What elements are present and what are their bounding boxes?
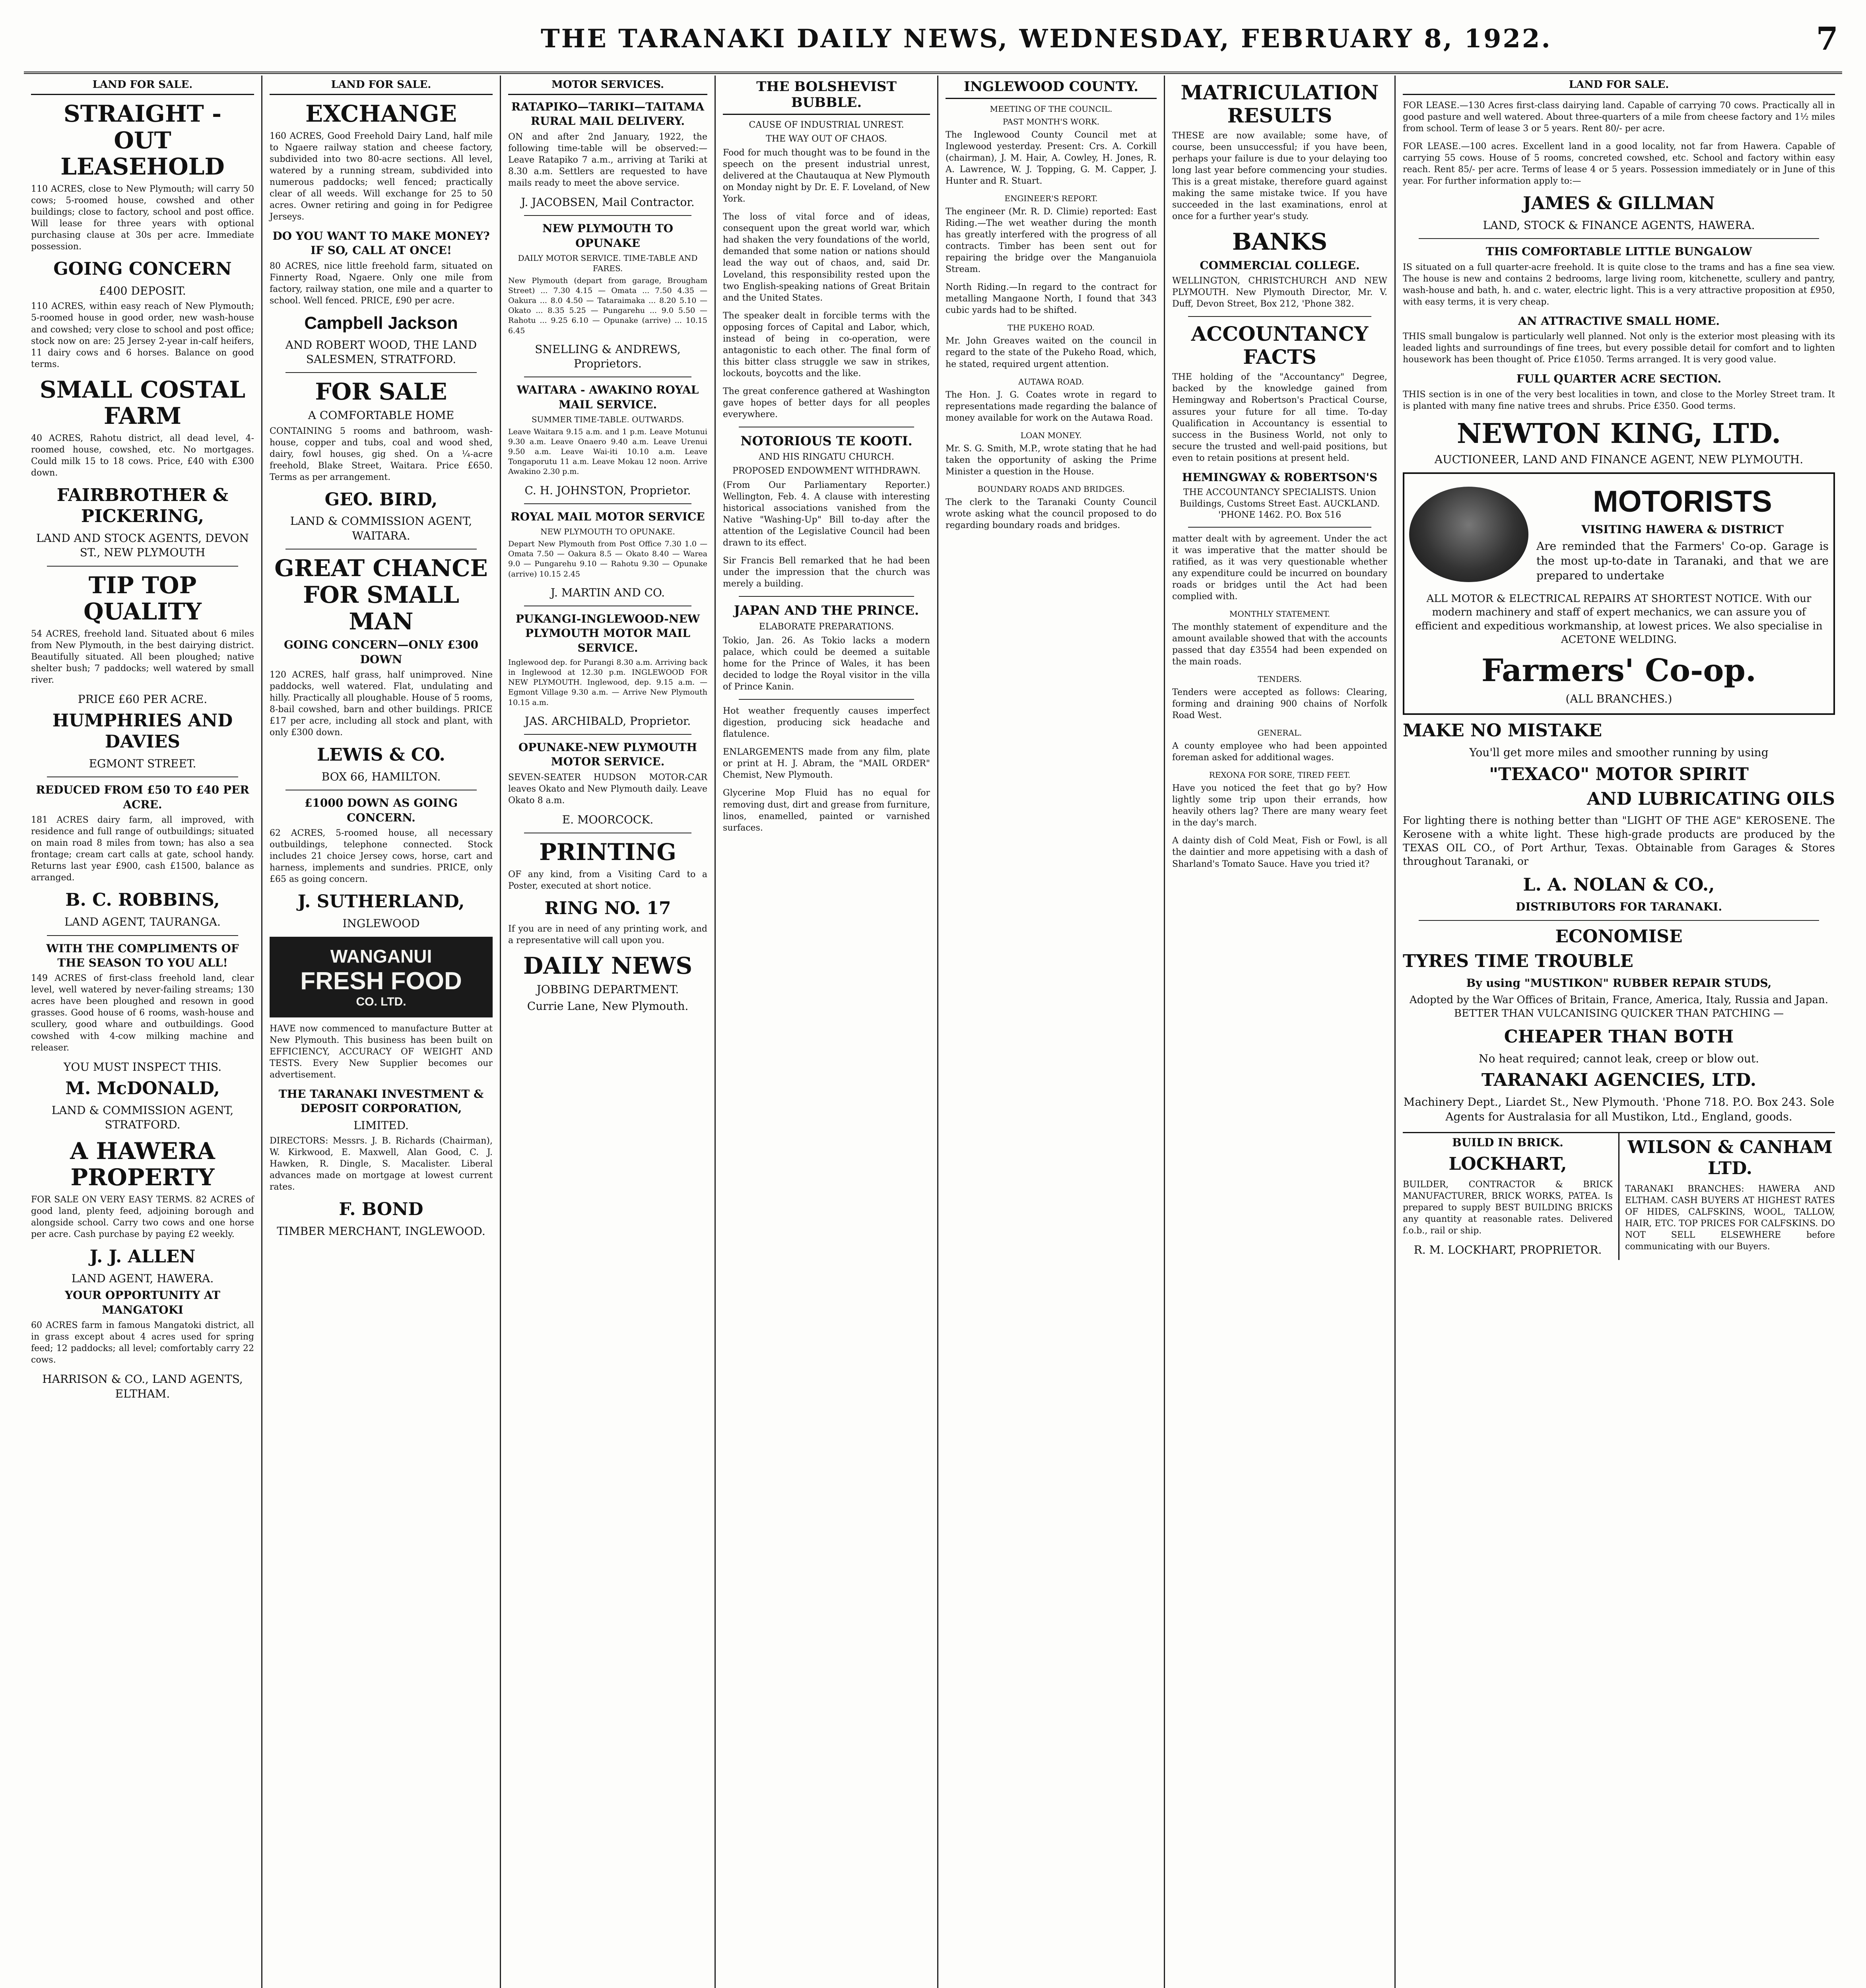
ad-body: You'll get more miles and smoother running by using [1469, 746, 1769, 759]
ad-heading: REDUCED FROM £50 TO £40 PER ACRE. [36, 783, 249, 811]
ad-body: 120 ACRES, half grass, half unimproved. Nine paddocks, well watered. Flat, undulating and hilly. Practically all ploughable. House of 5 rooms, 8-bail cowshed, barn and other buildings. PRICE £17 per acre, including all stock and plant, with only £300 down. [270, 670, 493, 738]
ad-subheading: COMMERCIAL COLLEGE. [1200, 258, 1360, 272]
agent-name: LOCKHART, [1449, 1154, 1567, 1175]
agent-name: M. McDONALD, [65, 1078, 220, 1099]
agent-name: HUMPHRIES AND DAVIES [52, 711, 233, 752]
ad-body: 110 ACRES, within easy reach of New Plymouth; 5-roomed house in good order, new wash-house and cowshed; very close to school and post office; stock now on are: 25 Jersey 2-year in-calf heifers, 11 dairy cows and 6 horses. Balance on good terms. [31, 301, 254, 369]
ad-heading: ROYAL MAIL MOTOR SERVICE [511, 510, 705, 523]
ad-body: HAVE now commenced to manufacture Butter at New Plymouth. This business has been built on EFFICIENCY, ACCURACY OF WEIGHT AND TESTS. Every New Supplier becomes our advertisement. [270, 1023, 493, 1080]
ad-body: 54 ACRES, freehold land. Situated about 6 miles from New Plymouth, in the best dairying district. Beautifully situated. All been ploughed; native shelter bush; 7 paddocks; well watered by small river. [31, 629, 254, 685]
divider [524, 503, 691, 504]
agent-name: L. A. NOLAN & CO., [1523, 875, 1715, 895]
divider [524, 215, 691, 216]
article-paragraph: Glycerine Mop Fluid has no equal for removing dust, dirt and grease from furniture, linos, enamelled, painted or varnished surfaces. [723, 788, 930, 833]
article-paragraph: matter dealt with by agreement. Under the act it was imperative that the matter should be ratified, as it was very questionable whether any expenditure could be incurred on boundary roads or bridges until the Act had been complied with. [1172, 534, 1387, 602]
article-paragraph: Mr. S. G. Smith, M.P., wrote stating that he had taken the opportunity of asking the Prime Minister a question in the House. [946, 443, 1157, 477]
agent-address: LAND & COMMISSION AGENT, STRATFORD. [51, 1103, 234, 1132]
ad-body: 160 ACRES, Good Freehold Dairy Land, half mile to Ngaere railway station and cheese factory, subdivided into two 80-acre sections. All level, watered by a running stream, subdivided into numerous paddocks; well fenced; practically clear of all weeds. Will exchange for 25 to 50 acres. Owner retiring and going in for Pedigree Jerseys. [270, 131, 493, 222]
brand-name: Farmers' Co-op. [1481, 652, 1757, 689]
ad-body: THESE are now available; some have, of course, been unsuccessful; if you have been, perhaps your failure is due to your delaying too long last year before commencing your studies. This is a great mistake, therefore guard against making the same mistake twice. If you have succeeded in the last examinations, enrol at once for a further year's study. [1172, 131, 1387, 222]
agent-name: NEWTON KING, LTD. [1456, 417, 1781, 450]
agent-name: JAMES & GILLMAN [1523, 193, 1715, 214]
signature: E. MOORCOCK. [562, 813, 654, 826]
section-heading: MOTOR SERVICES. [508, 76, 707, 95]
ad-body: BUILDER, CONTRACTOR & BRICK MANUFACTURER, BRICK WORKS, PATEA. Is prepared to supply BEST BUILDING BRICKS any quantity at reasonable rates. Delivered f.o.b., rail or ship. [1403, 1180, 1613, 1236]
agent-address: LAND AND STOCK AGENTS, DEVON ST., NEW PLYMOUTH [36, 531, 249, 559]
ad-subheading: £400 DEPOSIT. [99, 284, 186, 298]
agent-address: AUCTIONEER, LAND AND FINANCE AGENT, NEW PLYMOUTH. [1434, 453, 1804, 466]
article-subhead: THE WAY OUT OF CHAOS. [766, 134, 887, 144]
column-news-bolshevist [716, 76, 938, 1988]
article-paragraph: A county employee who had been appointed foreman asked for additional wages. [1172, 741, 1387, 763]
ad-heading: BUILD IN BRICK. [1452, 1136, 1563, 1149]
ad-body: THIS small bungalow is particularly well planned. Not only is the exterior most pleasing with its leaded lights and surroundings of fine trees, but every possible detail for comfort and to lighten housework has been thought of. Price £1050. Terms arranged. It is very good value. [1403, 332, 1835, 365]
ad-body: For lighting there is nothing better than "LIGHT OF THE AGE" KEROSENE. The Kerosene with a white light. These high-grade products are produced by the TEXAS OIL CO., of Port Arthur, Texas. Obtainable from Garages & Stores throughout Taranaki, or [1403, 815, 1835, 868]
signature: SNELLING & ANDREWS, Proprietors. [535, 342, 681, 370]
article-subhead: AUTAWA ROAD. [1018, 377, 1084, 386]
article-subhead: MONTHLY STATEMENT. [1229, 609, 1330, 619]
logo-line: WANGANUI [330, 945, 432, 967]
ad-body: ALL MOTOR & ELECTRICAL REPAIRS AT SHORTEST NOTICE. With our modern machinery and staff of expert mechanics, we can assure you of efficient and expeditious workmanship, at lowest prices. We also specialise in ACETONE WELDING. [1415, 593, 1823, 646]
ad-heading: NEW PLYMOUTH TO OPUNAKE [542, 222, 674, 250]
masthead-title: THE TARANAKI DAILY NEWS, WEDNESDAY, FEBRUARY 8, 1922. [541, 24, 1552, 54]
divider [47, 935, 238, 936]
section-heading: LAND FOR SALE. [31, 76, 254, 95]
signature: J. JACOBSEN, Mail Contractor. [521, 195, 695, 209]
divider [1188, 527, 1371, 528]
article-paragraph: The clerk to the Taranaki County Council wrote asking what the council proposed to do regarding boundary roads and bridges. [946, 497, 1157, 530]
article-subhead: THE PUKEHO ROAD. [1007, 323, 1095, 333]
agent-address: TIMBER MERCHANT, INGLEWOOD. [277, 1224, 485, 1238]
ad-heading: A HAWERA PROPERTY [70, 1137, 215, 1191]
ad-heading: TYRES TIME TROUBLE [1403, 951, 1633, 972]
article-subhead: AND HIS RINGATU CHURCH. [759, 452, 894, 462]
ad-body: DIRECTORS: Messrs. J. B. Richards (Chairman), W. Kirkwood, E. Maxwell, Alan Good, C. J. Hawken, R. Dingle, S. Macalister. Liberal advances made on mortgage at lowest current rates. [270, 1136, 493, 1192]
divider [1188, 316, 1371, 317]
ad-heading: CHEAPER THAN BOTH [1504, 1027, 1734, 1047]
agent-address: BOX 66, HAMILTON. [321, 770, 441, 784]
agent-name: FAIRBROTHER & PICKERING, [56, 485, 229, 526]
article-paragraph: Tokio, Jan. 26. As Tokio lacks a modern palace, which could be deemed a suitable home for the Prince of Wales, it has been decided to lodge the Royal visitor in the villa of Prince Kanin. [723, 636, 930, 692]
agent-name: J. J. ALLEN [89, 1246, 196, 1267]
ad-body: FOR LEASE.—100 acres. Excellent land in a good locality, not far from Hawera. Capable of carrying 55 cows. House of 5 rooms, concreted cowshed, etc. School and factory within easy reach. Rent 85/- per acre. Terms of lease 4 or 5 years. Possession immediately or in June of this year. For further information apply to:— [1403, 142, 1835, 186]
article-paragraph: Tenders were accepted as follows: Clearing, forming and draining 900 chains of Norfolk Road West. [1172, 687, 1387, 721]
divider [739, 699, 914, 700]
column-land-for-sale-2 [262, 76, 501, 1988]
section-heading: LAND FOR SALE. [270, 76, 493, 95]
article-paragraph: (From Our Parliamentary Reporter.) Wellington, Feb. 4. A clause with interesting historical associations vanished from the Native "Washing-Up" Bill to-day after the attention of the Legislative Council had been drawn to its effect. [723, 480, 930, 548]
ad-heading: SMALL COSTAL FARM [39, 376, 246, 430]
ad-subheading: A COMFORTABLE HOME [308, 409, 454, 422]
article-subhead: ELABORATE PREPARATIONS. [759, 621, 894, 632]
ad-heading: ECONOMISE [1555, 926, 1683, 947]
column-motor-services [501, 76, 716, 1988]
ad-body: THE holding of the "Accountancy" Degree, backed by the knowledge gained from Hemingway and Robertson's Practical Course, assures your future for all time. To-day Qualification in Accountancy is essential to success in the Business World, not only to secure the trusted and well-paid positions, but even to retain positions at present held. [1172, 372, 1387, 463]
agent-name: GEO. BIRD, [324, 489, 438, 510]
ad-subheading: SUMMER TIME-TABLE. OUTWARDS. [531, 415, 684, 425]
article-subhead: CAUSE OF INDUSTRIAL UNREST. [749, 120, 904, 130]
ad-body: 80 ACRES, nice little freehold farm, situated on Finnerty Road, Ngaere. Only one mile from factory, railway station, one mile and a quarter to school. Well fenced. PRICE, £90 per acre. [270, 261, 493, 306]
article-paragraph: Food for much thought was to be found in the speech on the present industrial unrest, delivered at the Chautauqua at New Plymouth on Monday night by Dr. E. F. Loveland, of New York. [723, 148, 930, 204]
ad-heading: PRINTING [539, 839, 676, 866]
lockhart-ad [1403, 1133, 1619, 1260]
ad-heading: WITH THE COMPLIMENTS OF THE SEASON TO YOU ALL! [46, 942, 239, 969]
ad-body: No heat required; cannot leak, creep or blow out. [1478, 1052, 1759, 1066]
ad-body: THIS section is in one of the very best localities in town, and close to the Morley Street tram. It is planted with many fine native trees and shrubs. Price £350. Good terms. [1403, 389, 1835, 411]
timetable: Depart New Plymouth from Post Office 7.30 1.0 — Omata 7.50 — Oakura 8.5 — Okato 8.40 — Warea 9.0 — Pungarehu 9.10 — Rahotu 9.30 — Opunake (arrive) 10.15 2.45 [508, 540, 707, 579]
ad-heading: GREAT CHANCE FOR SMALL MAN [274, 555, 488, 635]
agent-address: EGMONT STREET. [89, 757, 196, 771]
ad-body: ON and after 2nd January, 1922, the following time-table will be observed:— Leave Ratapiko 7 a.m., arriving at Tariki at 8.30 a.m. Settlers are requested to have mails ready to meet the above service. [508, 132, 707, 188]
agent-address: Currie Lane, New Plymouth. [527, 999, 689, 1013]
timetable: Leave Waitara 9.15 a.m. and 1 p.m. Leave Motunui 9.30 a.m. Leave Onaero 9.40 a.m. Leave Urenui 9.50 a.m. Leave Wai-iti 10.10 a.m. Leave Tongaporutu 11 a.m. Leave Mokau 12 noon. Arrive Awakino 2.30 p.m. [508, 427, 707, 476]
signature: JAS. ARCHIBALD, Proprietor. [524, 714, 691, 728]
ad-body: FOR SALE ON VERY EASY TERMS. 82 ACRES of good land, plenty feed, adjoining borough and alongside school. Carry two cows and one horse per acre. Cash purchase by paying £2 weekly. [31, 1194, 254, 1239]
ad-subheading: DAILY MOTOR SERVICE. TIME-TABLE AND FARES. [518, 253, 698, 274]
ad-body: 110 ACRES, close to New Plymouth; will carry 50 cows; 5-roomed house, cowshed and other buildings; close to factory, school and post office. Will lease for three years with optional purchasing clause at 30s per acre. Immediate possession. [31, 184, 254, 252]
agent-address: LAND AGENT, TAURANGA. [64, 915, 221, 929]
article-paragraph: Hot weather frequently causes imperfect digestion, producing sick headache and flatulence. [723, 706, 930, 740]
ad-body: TARANAKI BRANCHES: HAWERA AND ELTHAM. CASH BUYERS AT HIGHEST RATES OF HIDES, CALFSKINS, WOOL, TALLOW, HAIR, ETC. TOP PRICES FOR CALFSKINS. DO NOT SELL ELSEWHERE before communicating with our Buyers. [1625, 1184, 1835, 1252]
ad-heading: RATAPIKO—TARIKI—TAITAMA RURAL MAIL DELIVERY. [511, 100, 705, 128]
ad-heading: £1000 DOWN AS GOING CONCERN. [304, 796, 458, 824]
article-subhead: REXONA FOR SORE, TIRED FEET. [1209, 770, 1351, 780]
agent-name: TARANAKI AGENCIES, LTD. [1481, 1070, 1757, 1091]
article-subhead: PROPOSED ENDOWMENT WITHDRAWN. [732, 466, 920, 476]
ad-body: 40 ACRES, Rahotu district, all dead level, 4-roomed house, cowshed, etc. No mortgages. Could milk 15 to 18 cows. Price, £40 with £300 down. [31, 433, 254, 478]
divider [47, 566, 238, 567]
article-paragraph: A dainty dish of Cold Meat, Fish or Fowl, is all the daintier and more appetising with a dash of Sharland's Tomato Sauce. Have you tried it? [1172, 836, 1387, 869]
ad-heading: FULL QUARTER ACRE SECTION. [1516, 372, 1722, 386]
ad-body: Adopted by the War Offices of Britain, France, America, Italy, Russia and Japan. BETTER THAN VULCANISING QUICKER THAN PATCHING — [1409, 994, 1829, 1019]
page-number: 7 [1816, 20, 1838, 57]
ad-body: 60 ACRES farm in famous Mangatoki district, all in grass except about 4 acres used for spring feed; 12 paddocks; all level; comfortably carry 22 cows. [31, 1320, 254, 1365]
section-heading: LAND FOR SALE. [1403, 76, 1835, 95]
divider [285, 372, 477, 373]
ad-subheading: NEW PLYMOUTH TO OPUNAKE. [540, 527, 675, 537]
ad-body: Are reminded that the Farmers' Co-op. Garage is the most up-to-date in Taranaki, and that we are prepared to undertake [1536, 540, 1829, 582]
timetable: New Plymouth (depart from garage, Brougham Street) ... 7.30 4.15 — Omata ... 7.50 4.35 — Oakura ... 8.0 4.50 — Tataraimaka ... 8.20 5.10 — Okato ... 8.35 5.25 — Pungarehu ... 9.0 5.50 — Rahotu ... 9.25 6.10 — Opunake (arrive) ... 10.15 6.45 [508, 276, 707, 335]
agent-name: F. BOND [339, 1199, 423, 1220]
agent-name: WILSON & CANHAM LTD. [1627, 1137, 1833, 1178]
ad-body: 149 ACRES of first-class freehold land, clear level, well watered by never-failing streams; 130 acres have been ploughed and resown in good grasses. Good house of 6 rooms, wash-house and scullery, good whare and outbuildings. Good cowshed with 4-cow milking machine and releaser. [31, 973, 254, 1053]
article-paragraph: The Inglewood County Council met at Inglewood yesterday. Present: Crs. A. Corkill (chairman), J. M. Hair, A. Cowley, H. Jones, R. A. Lawrence, W. J. Topping, G. M. Capper, J. Hunter and R. Stuart. [946, 130, 1157, 186]
ad-body: IS situated on a full quarter-acre freehold. It is quite close to the trams and has a fine sea view. The house is new and contains 2 bedrooms, large living room, kitchenette, scullery and pantry, wash-house and bath, h. and c. water, electric light. This is a very attractive proposition at £950, with easy terms, it is very cheap. [1403, 262, 1835, 307]
timetable: Inglewood dep. for Purangi 8.30 a.m. Arriving back in Inglewood at 12.30 p.m. INGLEWOOD FOR NEW PLYMOUTH. Inglewood, dep. 9.15 a.m. — Egmont Village 9.30 a.m. — Arrive New Plymouth 10.15 a.m. [508, 658, 707, 707]
ad-body: WELLINGTON, CHRISTCHURCH AND NEW PLYMOUTH. New Plymouth Director, Mr. V. Duff, Devon Street, Box 212, 'Phone 382. [1172, 276, 1387, 309]
ad-subheading: By using "MUSTIKON" RUBBER REPAIR STUDS, [1466, 977, 1772, 990]
ad-body: 181 ACRES dairy farm, all improved, with residence and full range of outbuildings; situated on main road 8 miles from town; has also a sea frontage; cream cart calls at gate, school handy. Returns last year £900, cash £1500, balance as arranged. [31, 815, 254, 883]
column-news-inglewood [938, 76, 1165, 1988]
agent-name: J. SUTHERLAND, [297, 891, 465, 912]
agent-name: Campbell Jackson [304, 313, 458, 333]
article-subhead: MEETING OF THE COUNCIL. [990, 104, 1113, 114]
agent-name: LEWIS & CO. [317, 745, 445, 765]
ad-heading: GOING CONCERN [53, 259, 232, 280]
agent-address: THE ACCOUNTANCY SPECIALISTS. Union Buildings, Customs Street East. AUCKLAND. 'PHONE 1462. P.O. Box 516 [1179, 487, 1380, 520]
article-subhead: PAST MONTH'S WORK. [1002, 117, 1100, 126]
agent-name: B. C. ROBBINS, [65, 890, 220, 911]
article-headline: JAPAN AND THE PRINCE. [734, 602, 919, 618]
ad-body: If you are in need of any printing work, and a representative will call upon you. [508, 924, 707, 945]
ad-subheading: VISITING HAWERA & DISTRICT [1581, 522, 1784, 536]
mechanic-illustration-icon [1409, 487, 1528, 582]
article-headline: THE BOLSHEVIST BUBBLE. [723, 76, 930, 115]
signature: C. H. JOHNSTON, Proprietor. [524, 483, 691, 497]
product-name: "TEXACO" MOTOR SPIRIT [1489, 764, 1749, 784]
bottom-ads [1403, 1132, 1835, 1260]
ad-body: FOR LEASE.—130 Acres first-class dairying land. Capable of carrying 70 cows. Practically all in good pasture and well watered. About three-quarters of a mile from cheese factory and 1½ miles from school. Term of lease 3 or 5 years. Rent 80/- per acre. [1403, 101, 1835, 134]
article-paragraph: The speaker dealt in forcible terms with the opposing forces of Capital and Labor, which, instead of being in co-operation, were antagonistic to each other. The final form of this bitter class struggle we saw in strikes, lockouts, boycotts and the like. [723, 311, 930, 379]
ad-body: CONTAINING 5 rooms and bathroom, wash-house, copper and tubs, coal and wood shed, dairy, fowl houses, gig shed. On a ¼-acre freehold, Blake Street, Waitara. Price £650. Terms as per arrangement. [270, 426, 493, 482]
article-paragraph: ENLARGEMENTS made from any film, plate or print at H. J. Abram, the "MAIL ORDER" Chemist, New Plymouth. [723, 747, 930, 780]
article-paragraph: The loss of vital force and of ideas, consequent upon the great world war, which had shaken the very foundations of the world, demanded that some nation or nations should lead the way out of chaos, and, said Dr. Loveland, this responsibility rested upon the two English-speaking nations of Great Britain and the United States. [723, 212, 930, 303]
product-name: AND LUBRICATING OILS [1587, 789, 1835, 810]
divider [1419, 238, 1819, 239]
article-subhead: TENDERS. [1258, 674, 1302, 684]
column-classifieds-wide [1396, 76, 1842, 1988]
article-paragraph: Sir Francis Bell remarked that he had been under the impression that the church was merely a building. [723, 555, 930, 589]
article-paragraph: The engineer (Mr. R. D. Climie) reported: East Riding.—The wet weather during the month has greatly interfered with the progress of all contracts. Timber has been sent out for repairing the bridge over the Manganuiola Stream. [946, 207, 1157, 275]
ad-heading: PUKANGI-INGLEWOOD-NEW PLYMOUTH MOTOR MAIL SERVICE. [515, 612, 700, 654]
article-subhead: BOUNDARY ROADS AND BRIDGES. [977, 484, 1125, 494]
ad-heading: ACCOUNTANCY FACTS [1191, 322, 1369, 369]
ad-body: OF any kind, from a Visiting Card to a Poster, executed at short notice. [508, 869, 707, 891]
ad-subheading: GOING CONCERN—ONLY £300 DOWN [284, 638, 478, 666]
agent-address: LAND AGENT, HAWERA. [71, 1272, 214, 1285]
article-paragraph: The great conference gathered at Washington gave hopes of better days for all peoples everywhere. [723, 386, 930, 419]
article-subhead: GENERAL. [1257, 728, 1302, 738]
agent-address: DISTRIBUTORS FOR TARANAKI. [1515, 900, 1722, 914]
divider [524, 734, 691, 735]
agent-address: LAND & COMMISSION AGENT, WAITARA. [290, 514, 472, 542]
article-paragraph: Mr. John Greaves waited on the council in regard to the state of the Pukeho Road, which, he stated, required urgent attention. [946, 336, 1157, 369]
price: PRICE £60 PER ACRE. [78, 693, 208, 706]
agent-name: HEMINGWAY & ROBERTSON'S [1182, 470, 1378, 484]
article-headline: INGLEWOOD COUNTY. [946, 76, 1157, 99]
ad-heading: RING NO. 17 [544, 898, 671, 918]
ad-heading: MATRICULATION RESULTS [1181, 81, 1379, 127]
article-paragraph: Have you noticed the feet that go by? How lightly some trip upon their errands, how heavily others lag? There are many weary feet in the day's march. [1172, 783, 1387, 828]
signature: R. M. LOCKHART, PROPRIETOR. [1414, 1243, 1602, 1257]
ad-heading: STRAIGHT - OUT LEASEHOLD [60, 100, 225, 181]
ad-subheading: LIMITED. [353, 1118, 409, 1132]
ad-heading: WAITARA - AWAKINO ROYAL MAIL SERVICE. [516, 383, 699, 411]
ad-body: 62 ACRES, 5-roomed house, all necessary outbuildings, telephone connected. Stock includes 21 choice Jersey cows, horse, cart and harness, implements and sundries. PRICE, only £65 as going concern. [270, 828, 493, 885]
article-subhead: LOAN MONEY. [1020, 430, 1082, 440]
signature: J. MARTIN AND CO. [550, 586, 665, 599]
ad-heading: MAKE NO MISTAKE [1403, 720, 1602, 741]
agent-address: LAND, STOCK & FINANCE AGENTS, HAWERA. [1483, 219, 1755, 232]
ad-heading: EXCHANGE [305, 100, 457, 127]
divider [1419, 920, 1819, 921]
article-paragraph: The monthly statement of expenditure and the amount available showed that with the accounts passed that day £3554 had been expended on the main roads. [1172, 622, 1387, 667]
agent-address: AND ROBERT WOOD, THE LAND SALESMEN, STRATFORD. [285, 338, 477, 366]
article-subhead: ENGINEER'S REPORT. [1004, 194, 1098, 204]
wanganui-fresh-food-logo [270, 937, 493, 1017]
column-education-ads [1165, 76, 1396, 1988]
agent-address: Machinery Dept., Liardet St., New Plymouth. 'Phone 718. P.O. Box 243. Sole Agents for Australasia for all Mustikon, Ltd., England, goods. [1403, 1095, 1835, 1123]
wilson-canham-ad [1619, 1133, 1835, 1260]
ad-subheading: DO YOU WANT TO MAKE MONEY? IF SO, CALL AT ONCE! [272, 229, 490, 257]
agent-address: INGLEWOOD [342, 917, 420, 930]
ad-heading: THIS COMFORTABLE LITTLE BUNGALOW [1485, 245, 1752, 258]
ad-heading: THE TARANAKI INVESTMENT & DEPOSIT CORPORATION, [278, 1087, 484, 1115]
ad-heading: DAILY NEWS [523, 952, 693, 979]
article-paragraph: North Riding.—In regard to the contract for metalling Mangaone North, I found that 343 cubic yards had to be shifted. [946, 282, 1157, 316]
column-land-for-sale-1 [24, 76, 262, 1988]
ad-heading: AN ATTRACTIVE SMALL HOME. [1518, 314, 1720, 328]
ad-heading: YOUR OPPORTUNITY AT MANGATOKI [64, 1289, 221, 1316]
ad-heading: TIP TOP QUALITY [83, 571, 202, 625]
motorists-ad [1403, 472, 1835, 715]
ad-heading: BANKS [1232, 228, 1328, 256]
ad-note: YOU MUST INSPECT THIS. [63, 1060, 222, 1074]
article-headline: NOTORIOUS TE KOOTI. [740, 433, 913, 448]
ad-body: SEVEN-SEATER HUDSON MOTOR-CAR leaves Okato and New Plymouth daily. Leave Okato 8 a.m. [508, 772, 707, 806]
logo-line: CO. LTD. [356, 995, 406, 1008]
article-paragraph: The Hon. J. G. Coates wrote in regard to representations made regarding the balance of money available for work on the Autawa Road. [946, 390, 1157, 423]
masthead [24, 12, 1842, 74]
ad-heading: OPUNAKE-NEW PLYMOUTH MOTOR SERVICE. [518, 740, 697, 769]
logo-line: FRESH FOOD [300, 967, 462, 995]
brand-sub: (ALL BRANCHES.) [1565, 692, 1672, 706]
agent-name: HARRISON & CO., LAND AGENTS, ELTHAM. [42, 1373, 243, 1400]
divider [739, 596, 914, 597]
ad-heading: MOTORISTS [1593, 485, 1772, 519]
ad-heading: FOR SALE [315, 378, 447, 406]
ad-subheading: JOBBING DEPARTMENT. [536, 982, 679, 996]
